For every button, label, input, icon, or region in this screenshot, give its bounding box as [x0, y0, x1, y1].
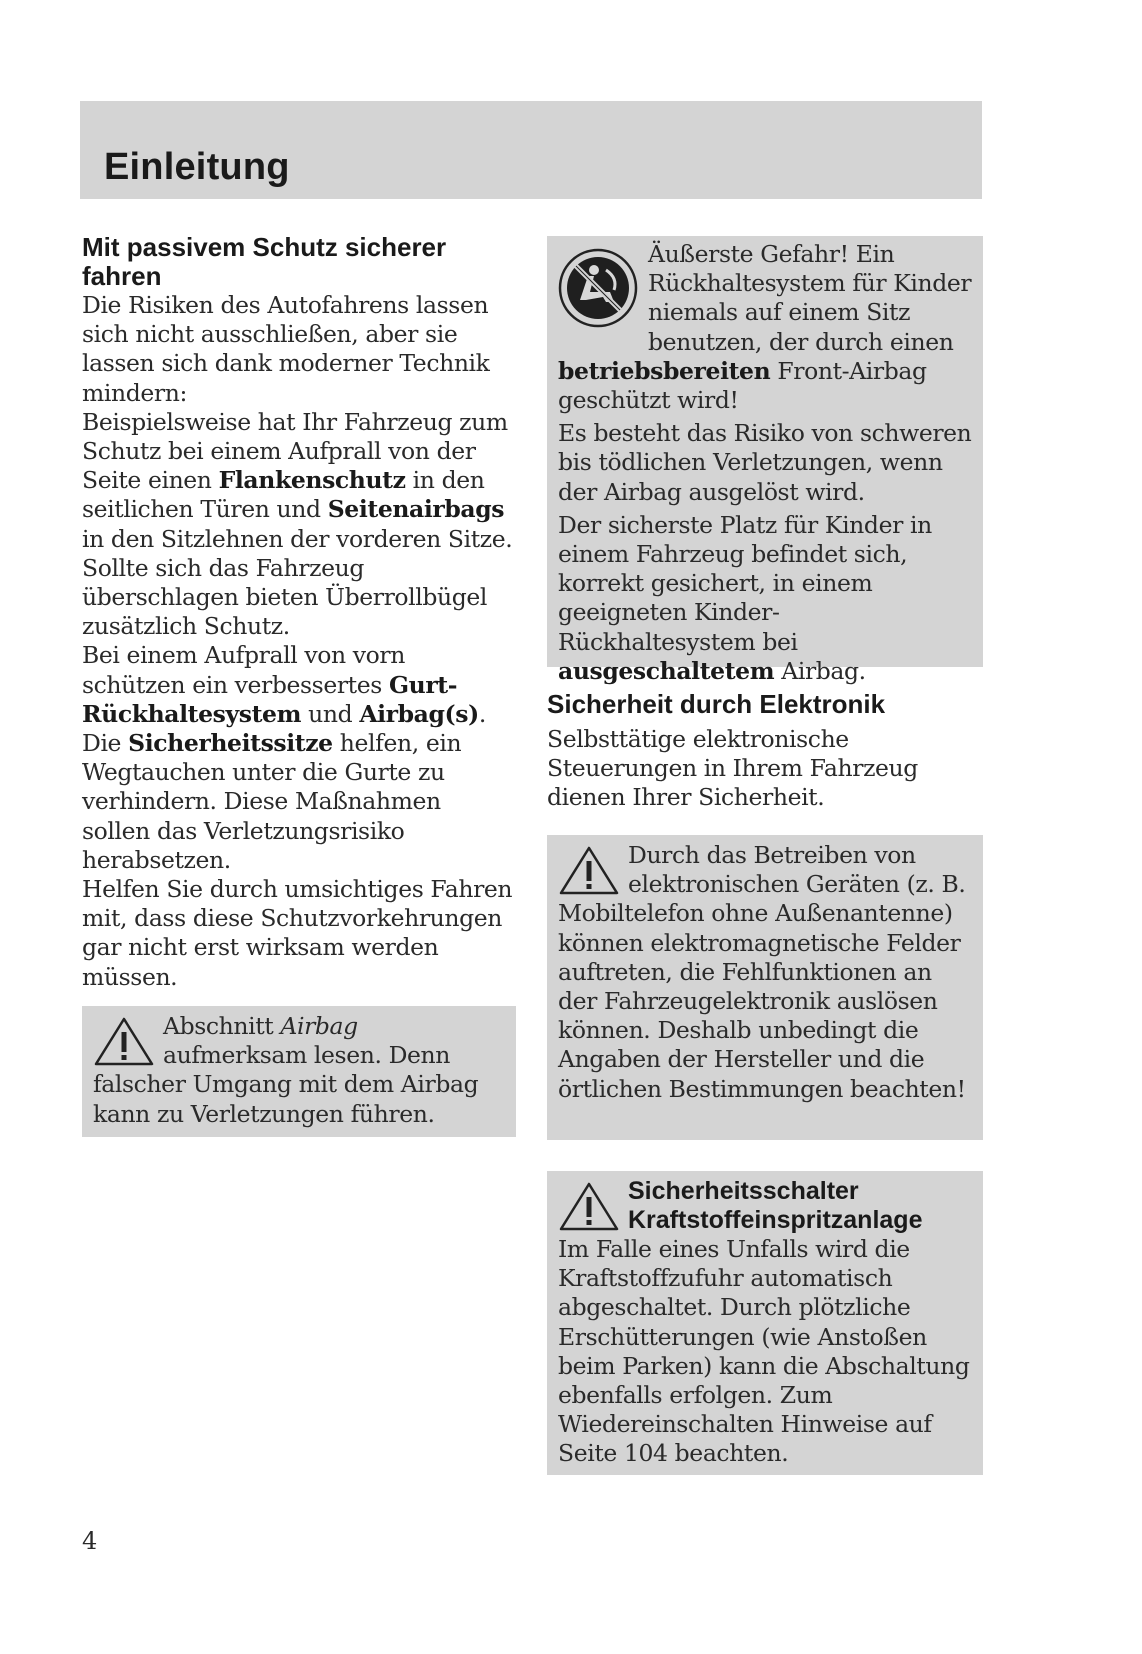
electronics-text: Selbsttätige elektronische Steuerungen in Ihrem Fahrzeug dienen Ihrer Sicherheit.	[547, 725, 918, 812]
passive-paragraph-2: Beispielsweise hat Ihr Fahrzeug zum Schutz bei einem Aufprall von der Seite einen Flankenschutz in den seitlichen Türen und Seitenairbags in den Sitzlehnen der vorderen Sitze.	[82, 407, 513, 553]
electronics-warning-box	[547, 835, 983, 1140]
left-column	[82, 233, 514, 992]
danger-paragraph-2: Es besteht das Risiko von schweren bis tödlichen Verletzungen, wenn der Airbag ausgelöst wird.	[558, 419, 972, 506]
electronics-warning-text: Durch das Betreiben von elektronischen Geräten (z. B. Mobiltelefon ohne Außenantenne) können elektromagnetische Felder auftreten, die Fehlfunktionen an der Fahrzeugelektronik auslösen können. Deshalb unbedingt die Angaben der Hersteller und die örtlichen Bestimmungen beachten!	[558, 841, 966, 1103]
fuel-cutoff-title-line-2: Kraftstoffeinspritzanlage	[628, 1206, 923, 1234]
passive-paragraph-1: Die Risiken des Autofahrens lassen sich nicht ausschließen, aber sie lassen sich dank moderner Technik mindern:	[82, 291, 490, 407]
child-seat-danger-box	[547, 236, 983, 685]
fuel-cutoff-box	[547, 1171, 983, 1475]
page-number: 4	[82, 1527, 98, 1555]
chapter-title: Einleitung	[104, 146, 290, 188]
passive-safety-title: Mit passivem Schutz sicherer fahren	[82, 232, 447, 291]
passive-paragraph-3: Sollte sich das Fahrzeug überschlagen bieten Überrollbügel zusätzlich Schutz.	[82, 553, 488, 641]
passive-paragraph-5: Helfen Sie durch umsichtiges Fahren mit, dass diese Schutzvorkehrungen gar nicht erst wirksam werden müssen.	[82, 875, 513, 991]
warning-triangle-icon	[93, 1016, 155, 1068]
warning-triangle-icon	[558, 1181, 620, 1233]
chapter-header	[80, 101, 982, 199]
electronics-title: Sicherheit durch Elektronik	[547, 689, 886, 719]
fuel-cutoff-title-line-1: Sicherheitsschalter	[628, 1177, 859, 1205]
passive-paragraph-4: Bei einem Aufprall von vorn schützen ein verbessertes Gurt-Rückhaltesystem und Airbag(s). Die Sicherheitssitze helfen, ein Wegtauchen unter die Gurte zu verhindern. Diese Maßnahmen sollen das Verletzungsrisiko herabsetzen.	[82, 641, 486, 874]
warning-triangle-icon	[558, 845, 620, 897]
airbag-warning-text: Abschnitt Airbag aufmerksam lesen. Denn falscher Umgang mit dem Airbag kann zu Verletzungen führen.	[93, 1012, 479, 1128]
no-child-seat-airbag-icon	[558, 248, 640, 330]
electronics-section	[547, 690, 981, 813]
danger-paragraph-1: Äußerste Gefahr! Ein Rückhaltesystem für Kinder niemals auf einem Sitz benutzen, der durch einen betriebsbereiten Front-Airbag geschützt wird!	[558, 240, 972, 415]
fuel-cutoff-text: Im Falle eines Unfalls wird die Kraftstoffzufuhr automatisch abgeschaltet. Durch plötzliche Erschütterungen (wie Anstoßen beim Parken) kann die Abschaltung ebenfalls erfolgen. Zum Wiedereinschalten Hinweise auf Seite 104 beachten.	[558, 1235, 970, 1468]
airbag-warning-box	[82, 1006, 516, 1137]
danger-paragraph-3: Der sicherste Platz für Kinder in einem Fahrzeug befindet sich, korrekt gesichert, in einem geeigneten Kinder-Rückhaltesystem bei ausgeschaltetem Airbag.	[558, 510, 932, 685]
